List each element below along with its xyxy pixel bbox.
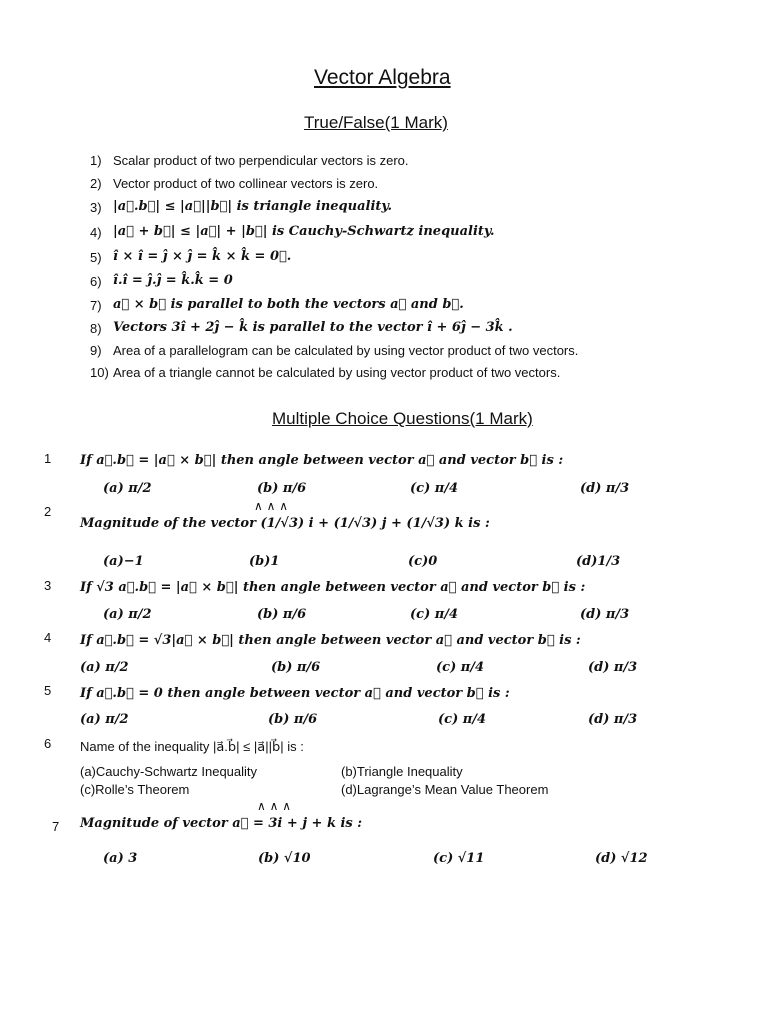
tf-item-num: 9) xyxy=(90,343,102,358)
tf-item-num: 4) xyxy=(90,225,102,240)
hat-marks: ∧ ∧ ∧ xyxy=(257,799,291,813)
option-b: (b) √10 xyxy=(258,851,311,866)
option-b: (b) π/6 xyxy=(268,712,318,727)
question-text: Magnitude of vector a⃗ = 3i + j + k is : xyxy=(80,816,363,831)
option-d: (d) √12 xyxy=(595,851,648,866)
tf-item-text: Vectors 3î + 2ĵ − k̂ is parallel to the vector î + 6ĵ − 3k̂ . xyxy=(113,320,513,335)
option-a: (a)Cauchy-Schwartz Inequality xyxy=(80,764,258,779)
tf-item-num: 7) xyxy=(90,298,102,313)
option-d: (d)1/3 xyxy=(576,554,621,569)
question-text: Name of the inequality |a⃗.b⃗| ≤ |a⃗||b⃗| is : xyxy=(80,739,304,754)
tf-item-num: 8) xyxy=(90,321,102,336)
option-c: (c) √11 xyxy=(433,851,485,866)
option-a: (a) π/2 xyxy=(103,481,152,496)
option-b: (b) π/6 xyxy=(257,607,307,622)
option-a: (a)−1 xyxy=(103,554,144,569)
question-number: 2 xyxy=(44,504,52,519)
true-false-heading: True/False(1 Mark) xyxy=(304,113,448,132)
option-d: (d) π/3 xyxy=(580,481,630,496)
option-c: (c)Rolle’s Theorem xyxy=(80,782,190,797)
tf-item-num: 2) xyxy=(90,176,102,191)
question-text: If a⃗.b⃗ = 0 then angle between vector a⃗ and vector b⃗ is : xyxy=(80,686,510,701)
tf-item-num: 6) xyxy=(90,274,102,289)
tf-item-text: î.î = ĵ.ĵ = k̂.k̂ = 0 xyxy=(113,273,233,288)
option-c: (c) π/4 xyxy=(436,660,485,675)
option-c: (c) π/4 xyxy=(410,607,459,622)
option-d: (d) π/3 xyxy=(588,712,638,727)
option-a: (a) π/2 xyxy=(103,607,152,622)
tf-item-text: Scalar product of two perpendicular vectors is zero. xyxy=(113,153,409,168)
option-d: (d)Lagrange’s Mean Value Theorem xyxy=(341,782,549,797)
tf-item-text: |a⃗ + b⃗| ≤ |a⃗| + |b⃗| is Cauchy-Schwartz inequality. xyxy=(113,224,495,239)
tf-item-num: 3) xyxy=(90,200,102,215)
option-a: (a) π/2 xyxy=(80,660,129,675)
tf-item-text: Area of a triangle cannot be calculated by using vector product of two vectors. xyxy=(113,365,561,380)
option-a: (a) π/2 xyxy=(80,712,129,727)
option-d: (d) π/3 xyxy=(588,660,638,675)
option-b: (b) π/6 xyxy=(271,660,321,675)
question-text: If a⃗.b⃗ = |a⃗ × b⃗| then angle between vector a⃗ and vector b⃗ is : xyxy=(80,453,564,468)
tf-item-text: Vector product of two collinear vectors is zero. xyxy=(113,176,379,191)
page-title: Vector Algebra xyxy=(314,66,451,89)
question-text: If √3 a⃗.b⃗ = |a⃗ × b⃗| then angle between vector a⃗ and vector b⃗ is : xyxy=(80,580,586,595)
tf-item-num: 5) xyxy=(90,250,102,265)
question-number: 1 xyxy=(44,451,52,466)
option-b: (b)1 xyxy=(249,554,280,569)
question-text: If a⃗.b⃗ = √3|a⃗ × b⃗| then angle between vector a⃗ and vector b⃗ is : xyxy=(80,633,581,648)
question-number: 6 xyxy=(44,736,52,751)
hat-marks: ∧ ∧ ∧ xyxy=(254,499,288,513)
question-number: 5 xyxy=(44,683,52,698)
option-c: (c)0 xyxy=(408,554,438,569)
tf-item-num: 10) xyxy=(90,365,109,380)
tf-item-num: 1) xyxy=(90,153,102,168)
question-number: 4 xyxy=(44,630,52,645)
question-number: 3 xyxy=(44,578,52,593)
tf-item-text: |a⃗.b⃗| ≤ |a⃗||b⃗| is triangle inequality. xyxy=(113,199,392,214)
option-b: (b)Triangle Inequality xyxy=(341,764,463,779)
mcq-heading: Multiple Choice Questions(1 Mark) xyxy=(272,409,533,428)
option-c: (c) π/4 xyxy=(438,712,487,727)
tf-item-text: Area of a parallelogram can be calculated by using vector product of two vectors. xyxy=(113,343,579,358)
option-a: (a) 3 xyxy=(103,851,138,866)
question-number: 7 xyxy=(52,819,60,834)
option-c: (c) π/4 xyxy=(410,481,459,496)
option-b: (b) π/6 xyxy=(257,481,307,496)
tf-item-text: î × î = ĵ × ĵ = k̂ × k̂ = 0⃗. xyxy=(113,249,292,264)
option-d: (d) π/3 xyxy=(580,607,630,622)
question-text: Magnitude of the vector (1/√3) i + (1/√3) j + (1/√3) k is : xyxy=(80,516,490,531)
tf-item-text: a⃗ × b⃗ is parallel to both the vectors a⃗ and b⃗. xyxy=(113,297,464,312)
